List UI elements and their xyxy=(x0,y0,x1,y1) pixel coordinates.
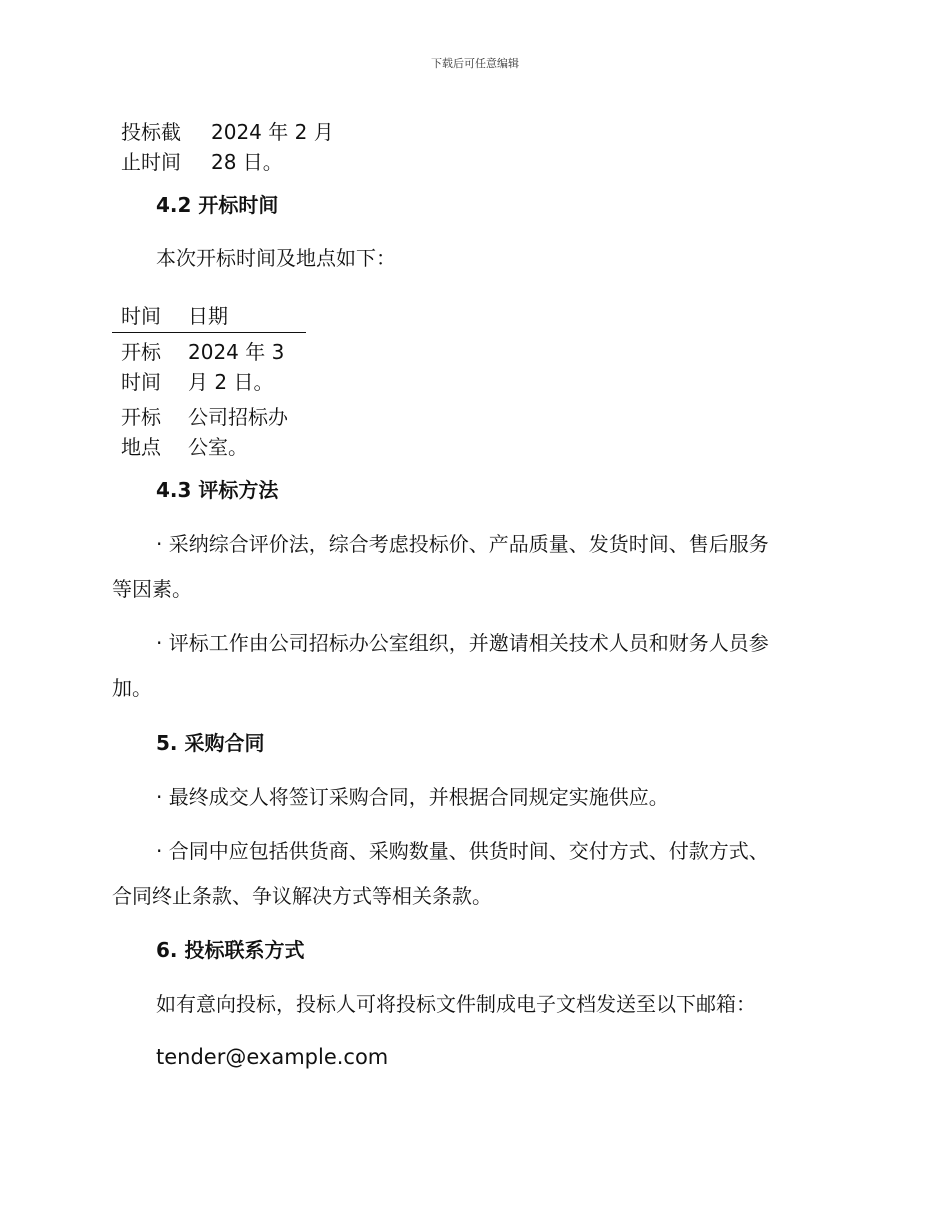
page-header-note: 下载后可任意编辑 xyxy=(431,57,519,70)
opening-table-header-date: 日期 xyxy=(188,304,228,328)
section-4-3-heading: 4.3 评标方法 xyxy=(156,478,279,502)
contact-email-link[interactable]: tender@example.com xyxy=(156,1045,389,1069)
opening-table-header-rule xyxy=(112,332,306,333)
section-5-bullet2-line2: 合同终止条款、争议解决方式等相关条款。 xyxy=(112,884,492,908)
section-4-2-intro: 本次开标时间及地点如下： xyxy=(156,246,396,270)
opening-row1-value-line1: 2024 年 3 xyxy=(188,340,285,364)
deadline-label-line2: 止时间 xyxy=(121,150,181,174)
section-6-paragraph: 如有意向投标，投标人可将投标文件制成电子文档发送至以下邮箱： xyxy=(156,992,756,1016)
opening-row2-label-line2: 地点 xyxy=(121,435,161,459)
opening-row2-value-line1: 公司招标办 xyxy=(188,405,288,429)
deadline-value-line1: 2024 年 2 月 xyxy=(211,120,334,144)
section-5-bullet1: · 最终成交人将签订采购合同，并根据合同规定实施供应。 xyxy=(156,785,669,809)
section-4-2-heading: 4.2 开标时间 xyxy=(156,193,279,217)
opening-row2-label-line1: 开标 xyxy=(121,405,161,429)
opening-row1-label-line2: 时间 xyxy=(121,370,161,394)
section-5-bullet2-line1: · 合同中应包括供货商、采购数量、供货时间、交付方式、付款方式、 xyxy=(156,839,769,863)
deadline-label-line1: 投标截 xyxy=(121,120,181,144)
section-4-3-bullet1-line2: 等因素。 xyxy=(112,577,192,601)
opening-row1-label-line1: 开标 xyxy=(121,340,161,364)
section-4-3-bullet1-line1: · 采纳综合评价法，综合考虑投标价、产品质量、发货时间、售后服务 xyxy=(156,532,769,556)
opening-row2-value-line2: 公室。 xyxy=(188,435,248,459)
section-5-heading: 5. 采购合同 xyxy=(156,731,265,755)
section-4-3-bullet2-line2: 加。 xyxy=(112,676,152,700)
section-6-heading: 6. 投标联系方式 xyxy=(156,938,305,962)
section-4-3-bullet2-line1: · 评标工作由公司招标办公室组织，并邀请相关技术人员和财务人员参 xyxy=(156,631,769,655)
opening-table-header-time: 时间 xyxy=(121,304,161,328)
opening-row1-value-line2: 月 2 日。 xyxy=(188,370,274,394)
deadline-value-line2: 28 日。 xyxy=(211,150,283,174)
